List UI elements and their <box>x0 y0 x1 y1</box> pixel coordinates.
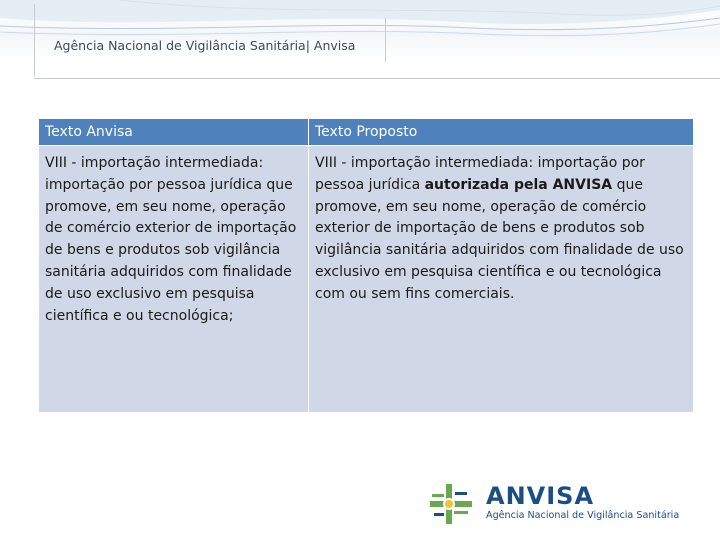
logo-subtitle: Agência Nacional de Vigilância Sanitária <box>486 510 680 521</box>
proposto-text-after: que promove, em seu nome, operação de comércio exterior de importação de bens e produtos sob vigilância sanitária adquiridos com finalidade de uso exclusivo em pesquisa científica e ou tecnológica com ou sem fins comerciais. <box>315 176 684 302</box>
table-row <box>39 146 694 413</box>
proposto-text-before: VIII - importação intermediada: importação por pessoa jurídica <box>315 155 645 193</box>
header-divider-right <box>385 18 386 62</box>
column-header-texto-anvisa: Texto Anvisa <box>39 119 309 146</box>
table-header-row <box>39 119 694 146</box>
header-divider-bottom <box>34 78 720 79</box>
header-title: Agência Nacional de Vigilância Sanitária| Anvisa <box>54 38 356 53</box>
anvisa-text: VIII - importação intermediada: importação por pessoa jurídica que promove, em seu nome, operação de comércio exterior de importação de bens e produtos sob vigilância sanitária adquiridos com finalidade de uso exclusivo em pesquisa científica e ou tecnológica; <box>45 155 297 324</box>
anvisa-logo <box>428 482 688 526</box>
logo-wordmark: ANVISA <box>486 482 595 510</box>
anvisa-cross-icon <box>428 482 476 526</box>
comparison-table <box>38 118 694 413</box>
proposto-text-bold: autorizada pela ANVISA <box>424 176 613 193</box>
column-header-texto-proposto: Texto Proposto <box>309 119 694 146</box>
header-band <box>0 0 720 62</box>
proposto-text-cell <box>309 146 694 413</box>
anvisa-text-cell <box>39 146 309 413</box>
header-divider-left <box>34 4 35 76</box>
